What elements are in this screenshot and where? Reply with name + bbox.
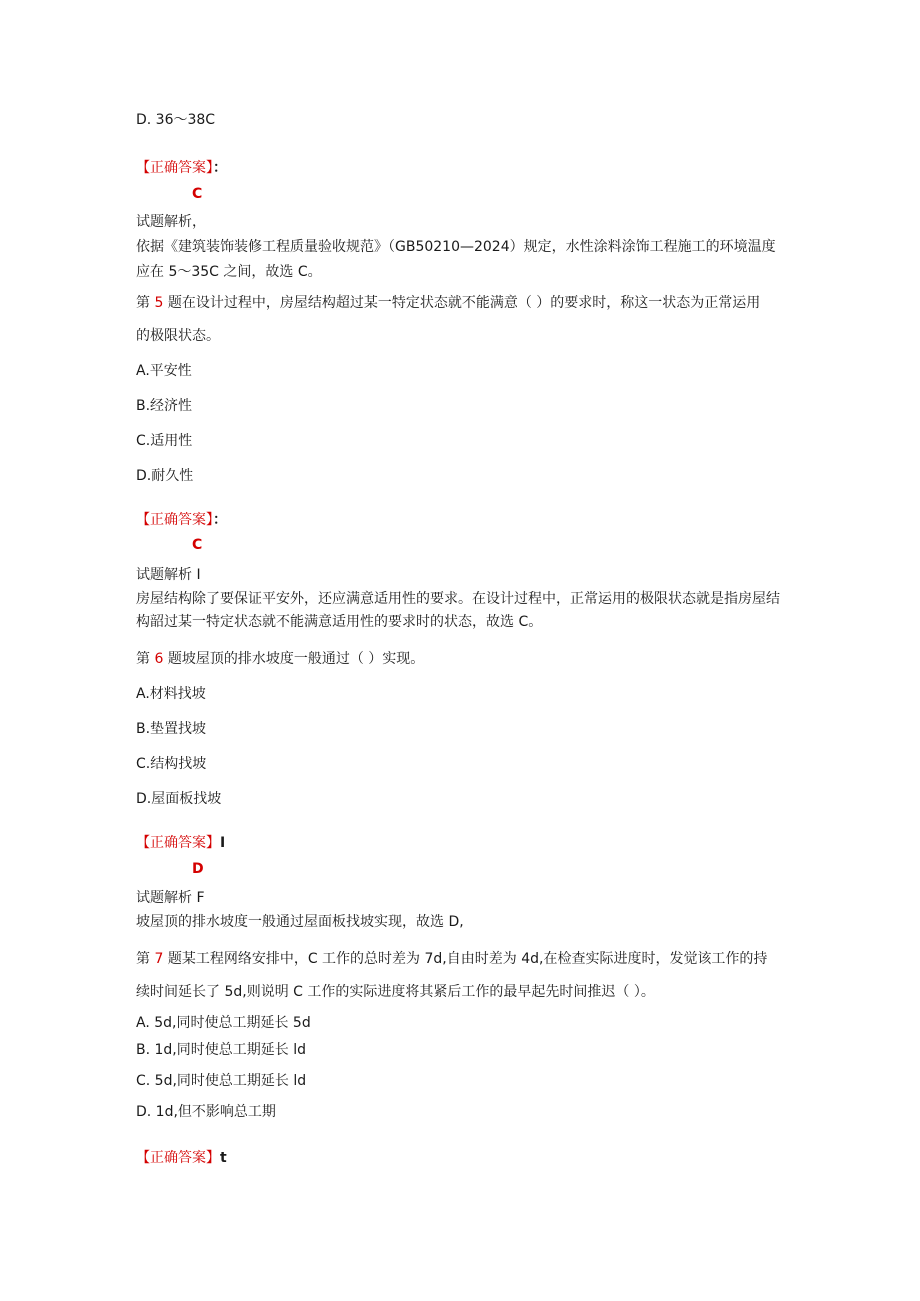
q5-analysis-line2: 构韶过某一特定状态就不能满意适用性的要求时的状态，故选 C。 <box>136 614 543 630</box>
q4-analysis-line1: 依据《建筑装饰装修工程质量验收规范》（GB50210—2024）规定，水性涂料涂饰工程施工的环境温度 <box>136 239 776 255</box>
q6-option-c: C.结构找坡 <box>136 756 207 772</box>
q5-option-a: A.平安性 <box>136 363 192 379</box>
answer-suffix: I <box>220 835 226 851</box>
q7-option-d: D. 1d,但不影响总工期 <box>136 1104 276 1120</box>
q5-stem-line2: 的极限状态。 <box>136 328 220 344</box>
q6-answer-heading <box>136 833 225 853</box>
q5-stem-text: 题在设计过程中，房屋结构超过某一特定状态就不能满意（ ）的要求时，称这一状态为正常运用 <box>163 295 761 311</box>
answer-suffix: ： <box>213 160 227 176</box>
q7-number: 7 <box>154 951 164 967</box>
q4-option-d: D. 36～38C <box>136 112 216 128</box>
q5-number: 5 <box>154 295 164 311</box>
q7-option-b: B. 1d,同时使总工期延长 ld <box>136 1042 306 1058</box>
q5-option-c: C.适用性 <box>136 433 193 449</box>
q5-stem-line1 <box>136 293 760 313</box>
q5-analysis-line1: 房屋结构除了要保证平安外，还应满意适用性的要求。在设计过程中，正常运用的极限状态就是指房屋结 <box>136 591 780 607</box>
answer-suffix: ： <box>213 512 227 528</box>
q7-option-c: C. 5d,同时使总工期延长 ld <box>136 1073 307 1089</box>
answer-label: 【正确答案】 <box>136 512 213 528</box>
q5-answer-heading <box>136 510 227 530</box>
q6-analysis-line1: 坡屋顶的排水坡度一般通过屋面板找坡实现，故选 D, <box>136 914 464 930</box>
q7-stem-line1 <box>136 949 767 969</box>
q4-analysis-line2: 应在 5～35C 之间，故选 C。 <box>136 264 322 280</box>
q4-answer-letter: C <box>192 186 203 202</box>
answer-suffix: t <box>220 1150 227 1166</box>
q4-answer-heading <box>136 158 227 178</box>
q5-option-d: D.耐久性 <box>136 468 194 484</box>
q6-answer-letter: D <box>192 861 204 877</box>
q5-analysis-title: 试题解析 I <box>136 567 201 583</box>
q6-analysis-title: 试题解析 F <box>136 890 205 906</box>
answer-label: 【正确答案】 <box>136 160 213 176</box>
q6-option-a: A.材料找坡 <box>136 686 206 702</box>
q6-stem-line1 <box>136 649 424 669</box>
q5-prefix: 第 <box>136 295 155 311</box>
q7-prefix: 第 <box>136 951 155 967</box>
q7-stem-line2: 续时间延长了 5d,则说明 C 工作的实际进度将其紧后工作的最早起先时间推迟（ ）。 <box>136 984 655 1000</box>
q5-answer-letter: C <box>192 537 203 553</box>
q6-option-d: D.屋面板找坡 <box>136 791 222 807</box>
q7-answer-heading <box>136 1148 227 1168</box>
q5-option-b: B.经济性 <box>136 398 193 414</box>
q6-number: 6 <box>154 651 164 667</box>
q6-option-b: B.垫置找坡 <box>136 721 207 737</box>
q7-stem-text: 题某工程网络安排中，C 工作的总时差为 7d,自由时差为 4d,在检查实际进度时，发觉该工作的持 <box>163 951 768 967</box>
q6-stem-text: 题坡屋顶的排水坡度一般通过（ ）实现。 <box>163 651 425 667</box>
q6-prefix: 第 <box>136 651 155 667</box>
q4-analysis-title: 试题解析， <box>136 214 206 230</box>
answer-label: 【正确答案】 <box>136 835 220 851</box>
answer-label: 【正确答案】 <box>136 1150 220 1166</box>
q7-option-a: A. 5d,同时使总工期延长 5d <box>136 1015 311 1031</box>
